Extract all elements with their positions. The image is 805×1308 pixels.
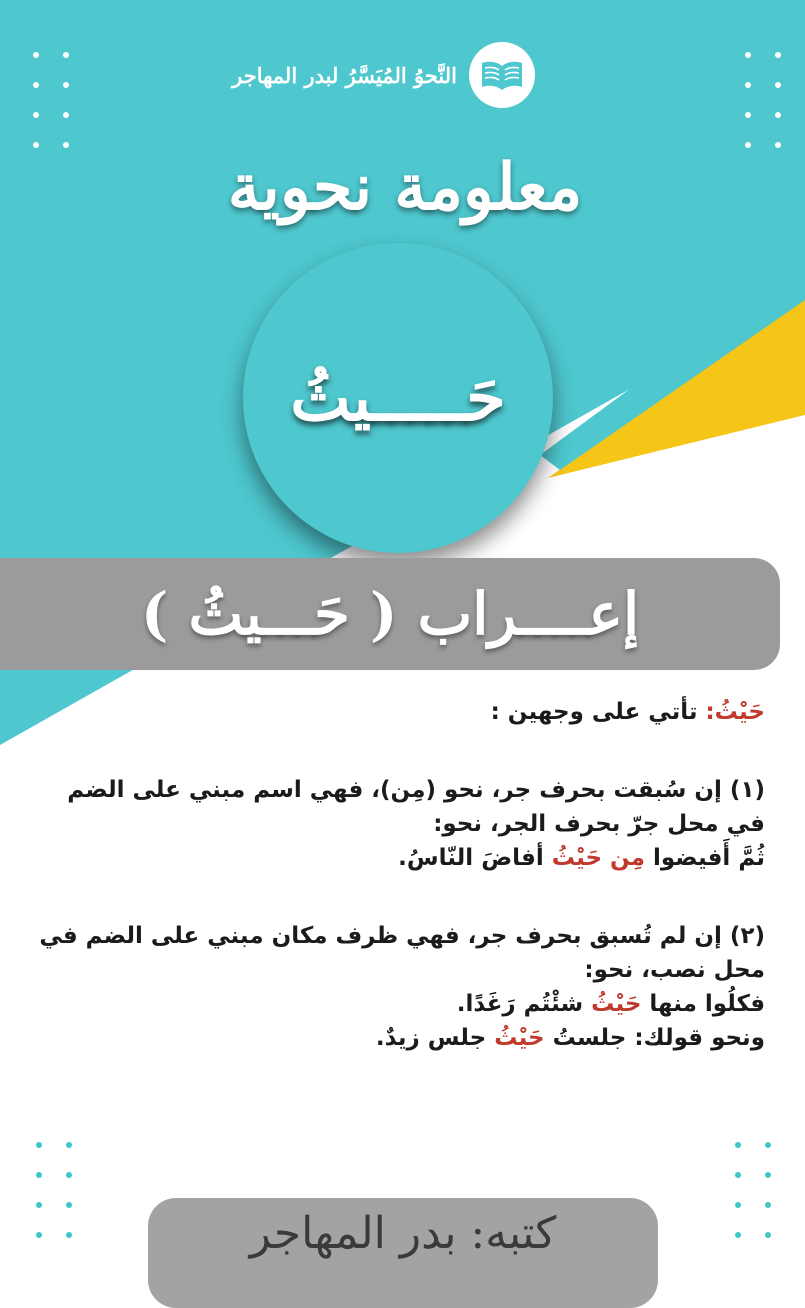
dots-top-left	[33, 52, 73, 142]
case2-example-2-part: ونحو قولك: جلستُ	[544, 1025, 765, 1051]
case1-text: (١) إن سُبقت بحرف جر، نحو (مِن)، فهي اسم مبني على الضم في محل جرّ بحرف الجر، نحو:	[67, 777, 765, 837]
circle-word: حَـــــيثُ	[290, 360, 506, 436]
intro-rest: تأتي على وجهين :	[490, 699, 706, 725]
title-banner	[0, 558, 780, 670]
case2-example-2-part: جلس زيدٌ.	[375, 1025, 495, 1051]
case1-example-part: ثُمَّ أَفيضوا	[645, 845, 765, 871]
banner-title: إعــــراب ( حَـــيثُ )	[140, 580, 640, 648]
title-circle	[243, 243, 553, 553]
explanation	[30, 695, 765, 1055]
intro-term: حَيْثُ:	[705, 699, 765, 725]
author-footer	[148, 1198, 658, 1308]
case2-example-1	[30, 987, 765, 1021]
dots-top-right	[745, 52, 785, 142]
case2-example-2-highlight: حَيْثُ	[494, 1025, 545, 1051]
dots-bottom-left	[36, 1142, 76, 1232]
case2-example-1-highlight: حَيْثُ	[591, 991, 642, 1017]
brand-name: النَّحوُ المُيَسَّرُ لبدر المهاجر	[232, 62, 457, 88]
case2-text: (٢) إن لم تُسبق بحرف جر، فهي ظرف مكان مبني على الضم في محل نصب، نحو:	[39, 923, 765, 983]
case1-example-highlight: مِن حَيْثُ	[551, 845, 645, 871]
brand	[200, 40, 535, 110]
case2-example-2	[30, 1021, 765, 1055]
case1-example-part: أفاضَ النّاسُ.	[398, 845, 552, 871]
case2-example-1-part: شئْتُم رَغَدًا.	[456, 991, 592, 1017]
dots-bottom-right	[735, 1142, 775, 1232]
author-credit: كتبه: بدر المهاجر	[249, 1208, 557, 1259]
open-book-icon	[469, 42, 535, 108]
headline: معلومة نحوية	[227, 150, 583, 225]
case1-example	[30, 841, 765, 875]
case2-example-1-part: فكلُوا منها	[641, 991, 765, 1017]
intro-line	[30, 695, 765, 729]
